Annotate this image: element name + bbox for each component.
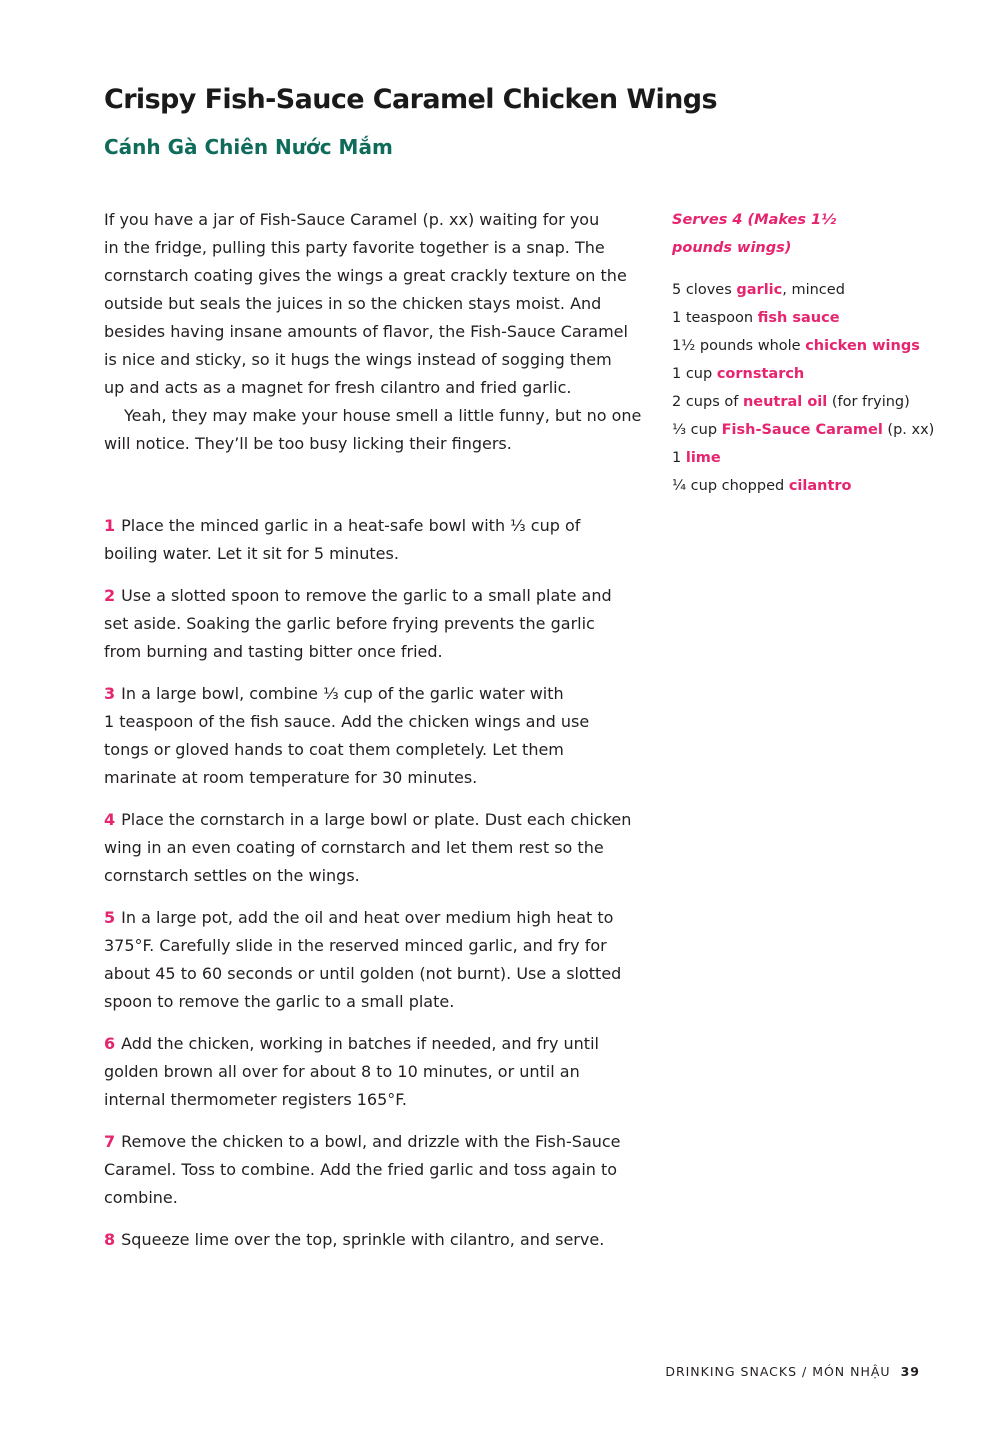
step-line: [104, 540, 644, 568]
step-text: In a large bowl, combine ⅓ cup of the garlic water with: [121, 684, 564, 703]
step-line: [104, 932, 644, 960]
step-line: [104, 1226, 644, 1254]
recipe-subtitle-vietnamese: Cánh Gà Chiên Nước Mắm: [104, 135, 393, 159]
step-line: [104, 1156, 644, 1184]
step-line: [104, 708, 644, 736]
step-number: 4: [104, 810, 116, 829]
ingredients-list: [672, 276, 972, 500]
step-line: [104, 904, 644, 932]
ingredient-text: 5 cloves: [672, 282, 737, 298]
ingredient-text: 1 teaspoon: [672, 310, 758, 326]
text-line: outside but seals the juices in so the chicken stays moist. And: [104, 294, 602, 313]
ingredient-text: ¼ cup chopped: [672, 478, 789, 494]
step-text: spoon to remove the garlic to a small plate.: [104, 992, 455, 1011]
step-text: Place the minced garlic in a heat-safe bowl with ⅓ cup of: [121, 516, 581, 535]
ingredient-text: 1 cup: [672, 366, 717, 382]
text-line: If you have a jar of Fish-Sauce Caramel (p. xx) waiting for you: [104, 210, 600, 229]
step-text: set aside. Soaking the garlic before frying prevents the garlic: [104, 614, 595, 633]
step-text: wing in an even coating of cornstarch and let them rest so the: [104, 838, 604, 857]
step-line: [104, 764, 644, 792]
method-step: [104, 1030, 644, 1114]
serves-yield: [672, 206, 972, 262]
method-step: [104, 904, 644, 1016]
text-line: is nice and sticky, so it hugs the wings instead of sogging them: [104, 350, 612, 369]
step-number: 6: [104, 1034, 116, 1053]
step-line: [104, 512, 644, 540]
ingredient-name: cilantro: [788, 478, 852, 494]
step-text: 375°F. Carefully slide in the reserved minced garlic, and fry for: [104, 936, 607, 955]
ingredient-item: [672, 388, 972, 416]
ingredient-item: [672, 360, 972, 388]
step-text: Use a slotted spoon to remove the garlic to a small plate and: [121, 586, 612, 605]
step-line: [104, 610, 644, 638]
ingredient-item: [672, 416, 972, 444]
step-text: about 45 to 60 seconds or until golden (not burnt). Use a slotted: [104, 964, 622, 983]
step-line: [104, 1128, 644, 1156]
ingredient-name: neutral oil: [742, 394, 828, 410]
ingredient-item: [672, 444, 972, 472]
ingredient-name: lime: [685, 450, 721, 466]
step-text: cornstarch settles on the wings.: [104, 866, 360, 885]
ingredient-text: (for frying): [827, 394, 910, 410]
step-number: 7: [104, 1132, 116, 1151]
step-text: Caramel. Toss to combine. Add the fried garlic and toss again to: [104, 1160, 618, 1179]
step-text: Remove the chicken to a bowl, and drizzle with the Fish-Sauce: [121, 1132, 621, 1151]
text-line: up and acts as a magnet for fresh cilantro and fried garlic.: [104, 378, 572, 397]
ingredient-text: 1½ pounds whole: [672, 338, 806, 354]
ingredients-sidebar: [672, 206, 972, 500]
step-line: [104, 834, 644, 862]
ingredient-text: , minced: [782, 282, 845, 298]
ingredient-text: ⅓ cup: [672, 422, 722, 438]
text-line: Yeah, they may make your house smell a little funny, but no one: [124, 406, 642, 425]
step-line: [104, 1030, 644, 1058]
method-step: [104, 1128, 644, 1212]
text-line: cornstarch coating gives the wings a great crackly texture on the: [104, 266, 627, 285]
ingredient-name: Fish-Sauce Caramel: [721, 422, 883, 438]
step-line: [104, 638, 644, 666]
step-number: 5: [104, 908, 116, 927]
step-text: tongs or gloved hands to coat them completely. Let them: [104, 740, 564, 759]
intro-paragraph-2: [104, 402, 644, 458]
step-line: [104, 806, 644, 834]
step-line: [104, 988, 644, 1016]
step-number: 2: [104, 586, 116, 605]
ingredient-item: [672, 472, 972, 500]
ingredient-name: chicken wings: [805, 338, 920, 354]
step-number: 1: [104, 516, 116, 535]
method-step: [104, 680, 644, 792]
step-number: 8: [104, 1230, 116, 1249]
ingredient-text: 2 cups of: [672, 394, 743, 410]
serves-line: Serves 4 (Makes 1½: [672, 212, 837, 228]
intro-paragraph-1: [104, 206, 644, 402]
ingredient-item: [672, 332, 972, 360]
ingredient-name: cornstarch: [716, 366, 805, 382]
serves-line: pounds wings): [672, 240, 792, 256]
text-line: in the fridge, pulling this party favorite together is a snap. The: [104, 238, 605, 257]
step-text: Squeeze lime over the top, sprinkle with cilantro, and serve.: [121, 1230, 605, 1249]
step-text: internal thermometer registers 165°F.: [104, 1090, 407, 1109]
ingredient-item: [672, 276, 972, 304]
step-text: golden brown all over for about 8 to 10 minutes, or until an: [104, 1062, 580, 1081]
text-line: will notice. They’ll be too busy licking their fingers.: [104, 434, 512, 453]
method-step: [104, 582, 644, 666]
text-line: besides having insane amounts of flavor, the Fish-Sauce Caramel: [104, 322, 628, 341]
step-text: Add the chicken, working in batches if needed, and fry until: [121, 1034, 599, 1053]
step-line: [104, 582, 644, 610]
ingredient-name: garlic: [736, 282, 783, 298]
intro-text: [104, 206, 644, 458]
step-text: boiling water. Let it sit for 5 minutes.: [104, 544, 399, 563]
page-footer: [665, 1364, 920, 1379]
step-line: [104, 1058, 644, 1086]
step-line: [104, 1184, 644, 1212]
ingredient-name: fish sauce: [757, 310, 840, 326]
section-name: DRINKING SNACKS / MÓN NHẬU: [665, 1364, 891, 1379]
ingredient-text: (p. xx): [882, 422, 935, 438]
page-number: 39: [900, 1364, 920, 1379]
step-text: from burning and tasting bitter once fried.: [104, 642, 443, 661]
step-text: In a large pot, add the oil and heat over medium high heat to: [121, 908, 614, 927]
step-line: [104, 680, 644, 708]
recipe-title: Crispy Fish-Sauce Caramel Chicken Wings: [104, 84, 717, 115]
ingredient-item: [672, 304, 972, 332]
method-step: [104, 1226, 644, 1254]
step-number: 3: [104, 684, 116, 703]
method-step: [104, 806, 644, 890]
step-line: [104, 960, 644, 988]
method-step: [104, 512, 644, 568]
step-line: [104, 1086, 644, 1114]
step-text: marinate at room temperature for 30 minutes.: [104, 768, 478, 787]
step-text: Place the cornstarch in a large bowl or plate. Dust each chicken: [121, 810, 632, 829]
step-text: combine.: [104, 1188, 178, 1207]
ingredient-text: 1: [672, 450, 686, 466]
step-line: [104, 736, 644, 764]
method-steps: [104, 512, 644, 1268]
step-line: [104, 862, 644, 890]
step-text: 1 teaspoon of the fish sauce. Add the chicken wings and use: [104, 712, 590, 731]
